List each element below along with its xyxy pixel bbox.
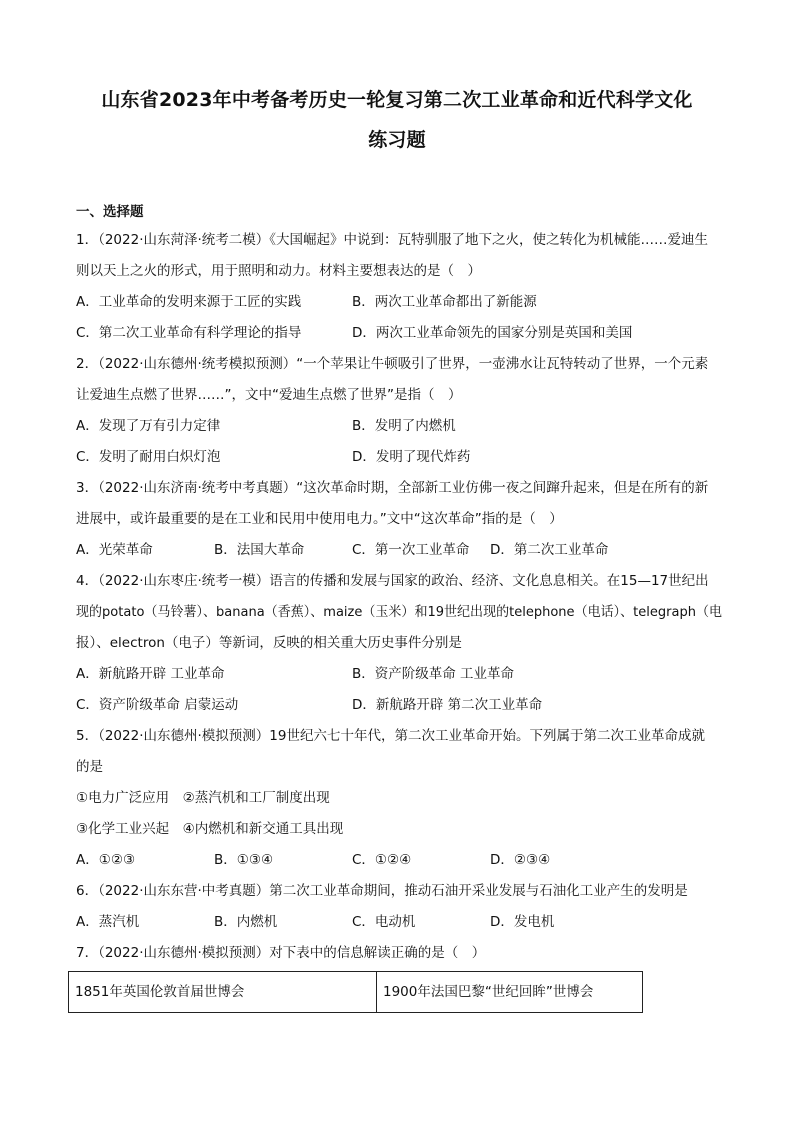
question-4-option-c: C．资产阶级革命 启蒙运动 <box>76 697 239 713</box>
question-6-option-a: A．蒸汽机 <box>76 914 140 930</box>
question-4-option-a: A．新航路开辟 工业革命 <box>76 666 225 682</box>
question-2-option-b: B．发明了内燃机 <box>352 418 456 434</box>
question-2-line-1: 2．（2022·山东德州·统考模拟预测）“一个苹果让牛顿吸引了世界，一壶沸水让瓦特转动了世界，一个元素 <box>76 356 709 372</box>
question-3-line-2: 进展中，或许最重要的是在工业和民用中使用电力。”文中“这次革命”指的是（ ） <box>76 511 563 527</box>
question-3-option-c: C．第一次工业革命 <box>352 542 470 558</box>
question-1-line-2: 则以天上之火的形式，用于照明和动力。材料主要想表达的是（ ） <box>76 263 481 279</box>
question-3-line-1: 3．（2022·山东济南·统考中考真题）“这次革命时期，全部新工业仿佛一夜之间蹿升起来，但是在所有的新 <box>76 480 709 496</box>
question-1-option-b: B．两次工业革命都出了新能源 <box>352 294 537 310</box>
question-5-line-3: ①电力广泛应用 ②蒸汽机和工厂制度出现 <box>76 790 330 806</box>
question-2-line-2: 让爱迪生点燃了世界……”，文中“爱迪生点燃了世界”是指（ ） <box>76 387 462 403</box>
question-2-option-c: C．发明了耐用白炽灯泡 <box>76 449 221 465</box>
question-3-option-d: D．第二次工业革命 <box>490 542 609 558</box>
info-table <box>68 971 643 1013</box>
question-4-line-3: 报）、electron（电子）等新词，反映的相关重大历史事件分别是 <box>76 635 462 651</box>
question-4-option-b: B．资产阶级革命 工业革命 <box>352 666 515 682</box>
question-2-options-row-1 <box>76 411 722 442</box>
question-7-line-1: 7．（2022·山东德州·模拟预测）对下表中的信息解读正确的是（ ） <box>76 945 486 961</box>
question-2-options-row-2 <box>76 442 722 473</box>
question-4-line-2: 现的potato（马铃薯）、banana（香蕉）、maize（玉米）和19世纪出现的telephone（电话）、telegraph（电 <box>76 604 723 620</box>
table-cell-1851-expo: 1851年英国伦敦首届世博会 <box>69 972 377 1012</box>
question-1-option-a: A．工业革命的发明来源于工匠的实践 <box>76 294 302 310</box>
question-4-options-row-2 <box>76 690 722 721</box>
question-5-option-a: A．①②③ <box>76 852 136 868</box>
question-4-line-1: 4．（2022·山东枣庄·统考一模）语言的传播和发展与国家的政治、经济、文化息息相关。在15—17世纪出 <box>76 573 709 589</box>
question-2-option-d: D．发明了现代炸药 <box>352 449 471 465</box>
question-1-options-row-1 <box>76 287 722 318</box>
question-5-option-d: D．②③④ <box>490 852 551 868</box>
question-5-line-1: 5．（2022·山东德州·模拟预测）19世纪六七十年代，第二次工业革命开始。下列属于第二次工业革命成就 <box>76 728 705 744</box>
question-5-line-4: ③化学工业兴起 ④内燃机和新交通工具出现 <box>76 821 344 837</box>
table-cell-1900-expo: 1900年法国巴黎“世纪回眸”世博会 <box>383 984 594 1000</box>
question-6-line-1: 6．（2022·山东东营·中考真题）第二次工业革命期间，推动石油开采业发展与石油化工业产生的发明是 <box>76 883 688 899</box>
question-1-line-1: 1．（2022·山东菏泽·统考二模）《大国崛起》中说到：瓦特驯服了地下之火，使之转化为机械能……爱迪生 <box>76 232 709 248</box>
question-5-line-2: 的是 <box>76 759 103 775</box>
question-6-option-c: C．电动机 <box>352 914 416 930</box>
question-3-option-b: B．法国大革命 <box>214 542 305 558</box>
question-5-options-row <box>76 845 722 876</box>
question-1-option-d: D．两次工业革命领先的国家分别是英国和美国 <box>352 325 633 341</box>
section-heading: 一、选择题 <box>76 204 144 220</box>
question-3-options-row <box>76 535 722 566</box>
question-1-options-row-2 <box>76 318 722 349</box>
question-3-option-a: A．光荣革命 <box>76 542 153 558</box>
question-6-option-b: B．内燃机 <box>214 914 278 930</box>
question-5-option-b: B．①③④ <box>214 852 274 868</box>
question-6-options-row <box>76 907 722 938</box>
question-list <box>76 225 722 969</box>
question-4-options-row-1 <box>76 659 722 690</box>
question-2-option-a: A．发现了万有引力定律 <box>76 418 221 434</box>
page-title: 山东省2023年中考备考历史一轮复习第二次工业革命和近代科学文化 <box>101 89 693 111</box>
question-1-option-c: C．第二次工业革命有科学理论的指导 <box>76 325 302 341</box>
question-4-option-d: D．新航路开辟 第二次工业革命 <box>352 697 543 713</box>
question-6-option-d: D．发电机 <box>490 914 555 930</box>
question-5-option-c: C．①②④ <box>352 852 412 868</box>
page-subtitle: 练习题 <box>368 129 426 151</box>
